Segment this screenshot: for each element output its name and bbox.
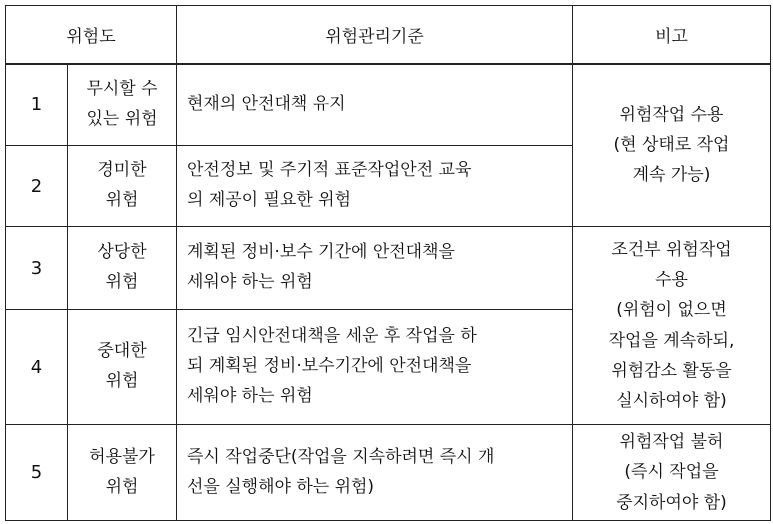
- row-number: 2: [6, 146, 68, 227]
- criteria-cell: [177, 310, 573, 425]
- table-row: [6, 64, 771, 146]
- row-number: 4: [6, 310, 68, 425]
- remarks-line: 중지하여야 함): [616, 492, 727, 513]
- row-number: 3: [6, 227, 68, 310]
- risk-level-line: 상당한: [97, 242, 147, 263]
- remarks-line: (위험이 없으면: [616, 300, 727, 321]
- criteria-line: 현재의 안전대책 유지: [187, 93, 346, 114]
- remarks-line: 실시하여야 함): [616, 391, 727, 411]
- remarks-line: 위험감소 활동을: [611, 360, 732, 381]
- remarks-line: 작업을 계속하되,: [608, 330, 735, 351]
- header-remarks: 비고: [573, 6, 771, 64]
- risk-level-line: 허용불가: [89, 446, 155, 467]
- remarks-cell-conditional: [573, 227, 771, 425]
- criteria-line: 긴급 임시안전대책을 세운 후 작업을 하: [187, 326, 477, 347]
- remarks-line: 수용: [655, 270, 688, 290]
- risk-level-line: 위험: [105, 272, 139, 292]
- remarks-line: 위험작업 불허: [619, 432, 724, 453]
- criteria-line: 의 제공이 필요한 위험: [187, 190, 352, 210]
- risk-level-cell: [68, 310, 177, 425]
- remarks-line: 조건부 위험작업: [611, 239, 732, 260]
- criteria-line: 되 계획된 정비·보수기간에 안전대책을: [187, 356, 472, 377]
- remarks-line: 위험작업 수용: [619, 104, 724, 125]
- risk-level-cell: [68, 64, 177, 146]
- risk-level-line: 있는 위험: [86, 108, 158, 129]
- header-risk-level: 위험도: [6, 6, 177, 64]
- table-row: [6, 227, 771, 310]
- risk-level-line: 위험: [105, 371, 139, 391]
- criteria-cell: [177, 64, 573, 146]
- criteria-line: 세워야 하는 위험: [187, 385, 313, 406]
- risk-level-cell: [68, 146, 177, 227]
- criteria-line: 세워야 하는 위험: [187, 272, 313, 292]
- risk-level-line: 경미한: [97, 160, 147, 181]
- header-row: [6, 6, 771, 64]
- remarks-line: (즉시 작업을: [624, 462, 719, 483]
- criteria-line: 즉시 작업중단(작업을 지속하려면 즉시 개: [187, 446, 495, 467]
- table-row: [6, 425, 771, 521]
- risk-level-line: 위험: [105, 190, 139, 210]
- row-number: 5: [6, 425, 68, 521]
- remarks-cell-accept: [573, 64, 771, 227]
- criteria-line: 안전정보 및 주기적 표준작업안전 교육: [187, 160, 472, 181]
- criteria-cell: [177, 425, 573, 521]
- risk-level-line: 위험: [105, 476, 139, 497]
- criteria-line: 계획된 정비·보수 기간에 안전대책을: [187, 242, 455, 263]
- remarks-line: 계속 가능): [632, 165, 711, 186]
- criteria-cell: [177, 227, 573, 310]
- risk-level-line: 중대한: [97, 341, 147, 362]
- risk-management-table: [5, 5, 771, 521]
- risk-level-line: 무시할 수: [86, 79, 158, 99]
- risk-level-cell: [68, 227, 177, 310]
- criteria-line: 선을 실행해야 하는 위험): [187, 476, 375, 497]
- header-risk-criteria: 위험관리기준: [177, 6, 573, 64]
- criteria-cell: [177, 146, 573, 227]
- remarks-line: (현 상태로 작업: [613, 135, 730, 156]
- remarks-cell-reject: [573, 425, 771, 521]
- risk-level-cell: [68, 425, 177, 521]
- row-number: 1: [6, 64, 68, 146]
